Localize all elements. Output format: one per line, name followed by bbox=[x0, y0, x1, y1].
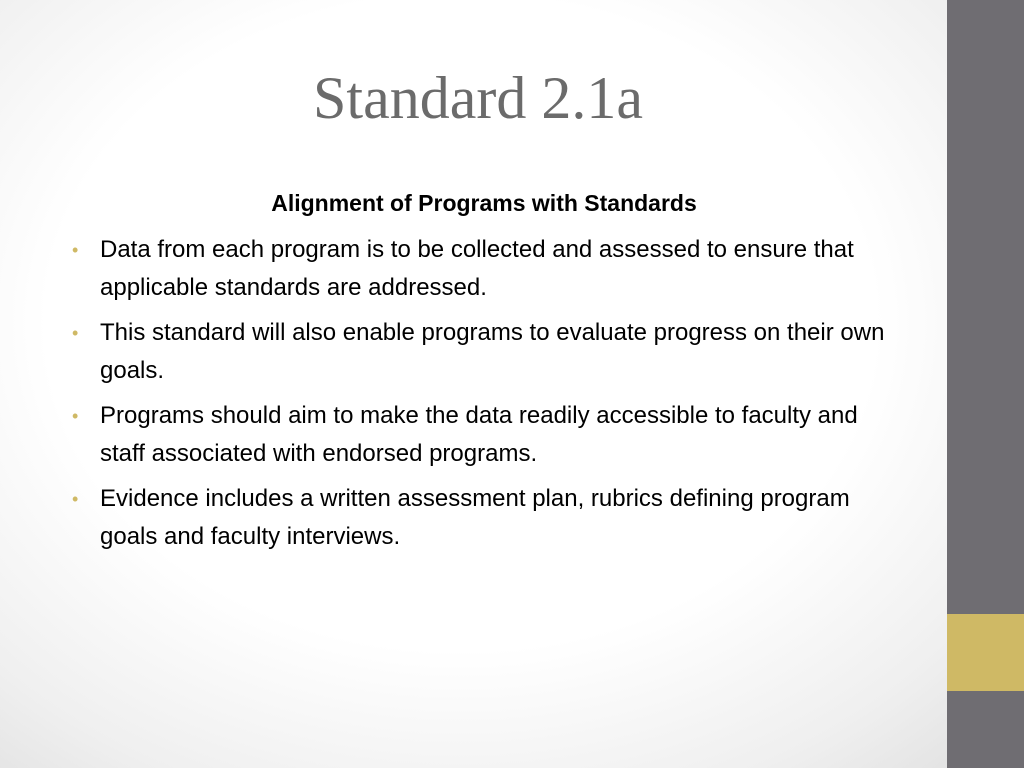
decorative-accent-block bbox=[947, 614, 1024, 691]
slide-subtitle: Alignment of Programs with Standards bbox=[271, 190, 697, 216]
bullet-text: This standard will also enable programs to evaluate progress on their own goals. bbox=[100, 319, 885, 384]
bullet-icon: • bbox=[72, 323, 79, 343]
bullet-item bbox=[72, 397, 902, 473]
bullet-icon: • bbox=[72, 240, 79, 260]
bullet-item bbox=[72, 314, 902, 390]
bullet-text: Programs should aim to make the data readily accessible to faculty and staff associated with endorsed programs. bbox=[100, 402, 858, 467]
bullet-list bbox=[72, 231, 902, 563]
bullet-item bbox=[72, 480, 902, 556]
bullet-text: Evidence includes a written assessment plan, rubrics defining program goals and faculty interviews. bbox=[100, 485, 850, 550]
bullet-icon: • bbox=[72, 489, 79, 509]
decorative-side-bar bbox=[947, 0, 1024, 768]
slide-title: Standard 2.1a bbox=[313, 65, 643, 131]
bullet-text: Data from each program is to be collected and assessed to ensure that applicable standards are addressed. bbox=[100, 236, 854, 301]
bullet-item bbox=[72, 231, 902, 307]
bullet-icon: • bbox=[72, 406, 79, 426]
